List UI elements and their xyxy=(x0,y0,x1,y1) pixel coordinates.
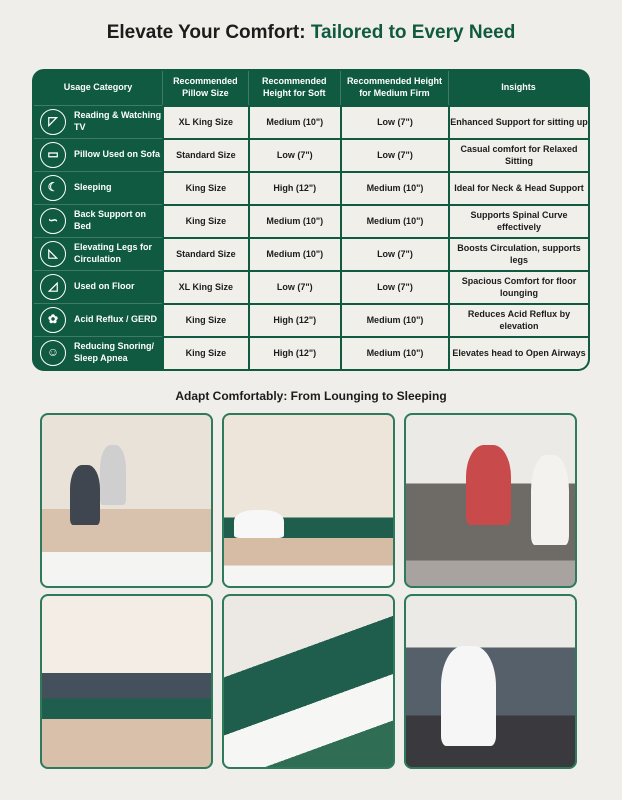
insight-cell: Boosts Circulation, supports legs xyxy=(448,237,588,270)
table-row xyxy=(34,336,588,369)
insight-cell: Ideal for Neck & Head Support xyxy=(448,171,588,204)
size-cell: King Size xyxy=(162,303,248,336)
medium-cell: Low (7") xyxy=(340,105,448,138)
sleeping-icon: ☾ xyxy=(40,175,66,201)
category-label: Acid Reflux / GERD xyxy=(74,314,158,325)
floor-wedge-icon: ◿ xyxy=(40,274,66,300)
size-cell: XL King Size xyxy=(162,270,248,303)
category-cell xyxy=(34,171,162,204)
category-label: Elevating Legs for Circulation xyxy=(74,242,153,264)
reading-icon: ◸ xyxy=(40,109,66,135)
insight-cell: Enhanced Support for sitting up xyxy=(448,105,588,138)
table-row xyxy=(34,138,588,171)
insight-cell: Spacious Comfort for floor lounging xyxy=(448,270,588,303)
column-header: Usage Category xyxy=(63,82,133,93)
table-row xyxy=(34,237,588,270)
insight-cell: Supports Spinal Curve effectively xyxy=(448,204,588,237)
soft-cell: Medium (10") xyxy=(248,204,340,237)
category-label: Back Support on Bed xyxy=(74,209,147,231)
usage-table xyxy=(32,69,590,371)
soft-cell: Low (7") xyxy=(248,138,340,171)
category-label: Reducing Snoring/ Sleep Apnea xyxy=(74,341,154,363)
title-accent: Tailored to Every Need xyxy=(310,22,516,43)
column-header: Recommended Pillow Size xyxy=(162,71,248,105)
table-row xyxy=(34,105,588,138)
title-main: Elevate Your Comfort: xyxy=(106,22,311,43)
medium-cell: Low (7") xyxy=(340,138,448,171)
acid-reflux-icon: ✿ xyxy=(40,307,66,333)
insight-cell: Reduces Acid Reflux by elevation xyxy=(448,303,588,336)
table-row xyxy=(34,270,588,303)
photo-phone-on-bed xyxy=(40,594,213,769)
sofa-icon: ▭ xyxy=(40,142,66,168)
table-row xyxy=(34,171,588,204)
category-cell xyxy=(34,237,162,270)
column-header: Insights xyxy=(448,71,588,105)
category-cell xyxy=(34,303,162,336)
photo-sofa-reading xyxy=(404,413,577,588)
section-subtitle: Adapt Comfortably: From Lounging to Sleeping xyxy=(175,389,447,403)
size-cell: King Size xyxy=(162,171,248,204)
medium-cell: Low (7") xyxy=(340,270,448,303)
medium-cell: Medium (10") xyxy=(340,303,448,336)
category-label: Pillow Used on Sofa xyxy=(74,149,161,160)
page-title xyxy=(0,22,622,44)
category-cell xyxy=(34,270,162,303)
size-cell: King Size xyxy=(162,204,248,237)
category-cell xyxy=(34,336,162,369)
soft-cell: Medium (10") xyxy=(248,237,340,270)
soft-cell: High (12") xyxy=(248,303,340,336)
size-cell: Standard Size xyxy=(162,237,248,270)
soft-cell: Medium (10") xyxy=(248,105,340,138)
elevating-legs-icon: ◺ xyxy=(40,241,66,267)
category-cell xyxy=(34,138,162,171)
soft-cell: High (12") xyxy=(248,171,340,204)
photo-leg-elevation xyxy=(222,594,395,769)
medium-cell: Medium (10") xyxy=(340,171,448,204)
category-cell xyxy=(34,105,162,138)
soft-cell: High (12") xyxy=(248,336,340,369)
snoring-icon: ☺ xyxy=(40,340,66,366)
insight-cell: Casual comfort for Relaxed Sitting xyxy=(448,138,588,171)
size-cell: XL King Size xyxy=(162,105,248,138)
medium-cell: Medium (10") xyxy=(340,204,448,237)
category-label: Reading & Watching TV xyxy=(74,110,162,132)
medium-cell: Medium (10") xyxy=(340,336,448,369)
column-header: Recommended Height for Soft xyxy=(248,71,340,105)
size-cell: Standard Size xyxy=(162,138,248,171)
category-label: Sleeping xyxy=(74,182,112,193)
column-header: Recommended Height for Medium Firm xyxy=(340,71,448,105)
photo-floor-lounging xyxy=(404,594,577,769)
photo-reading-on-bed xyxy=(40,413,213,588)
back-support-icon: ∽ xyxy=(40,208,66,234)
category-cell xyxy=(34,204,162,237)
category-label: Used on Floor xyxy=(74,281,135,292)
table-row xyxy=(34,204,588,237)
insight-cell: Elevates head to Open Airways xyxy=(448,336,588,369)
size-cell: King Size xyxy=(162,336,248,369)
photo-lying-on-bed xyxy=(222,413,395,588)
medium-cell: Low (7") xyxy=(340,237,448,270)
soft-cell: Low (7") xyxy=(248,270,340,303)
table-row xyxy=(34,303,588,336)
